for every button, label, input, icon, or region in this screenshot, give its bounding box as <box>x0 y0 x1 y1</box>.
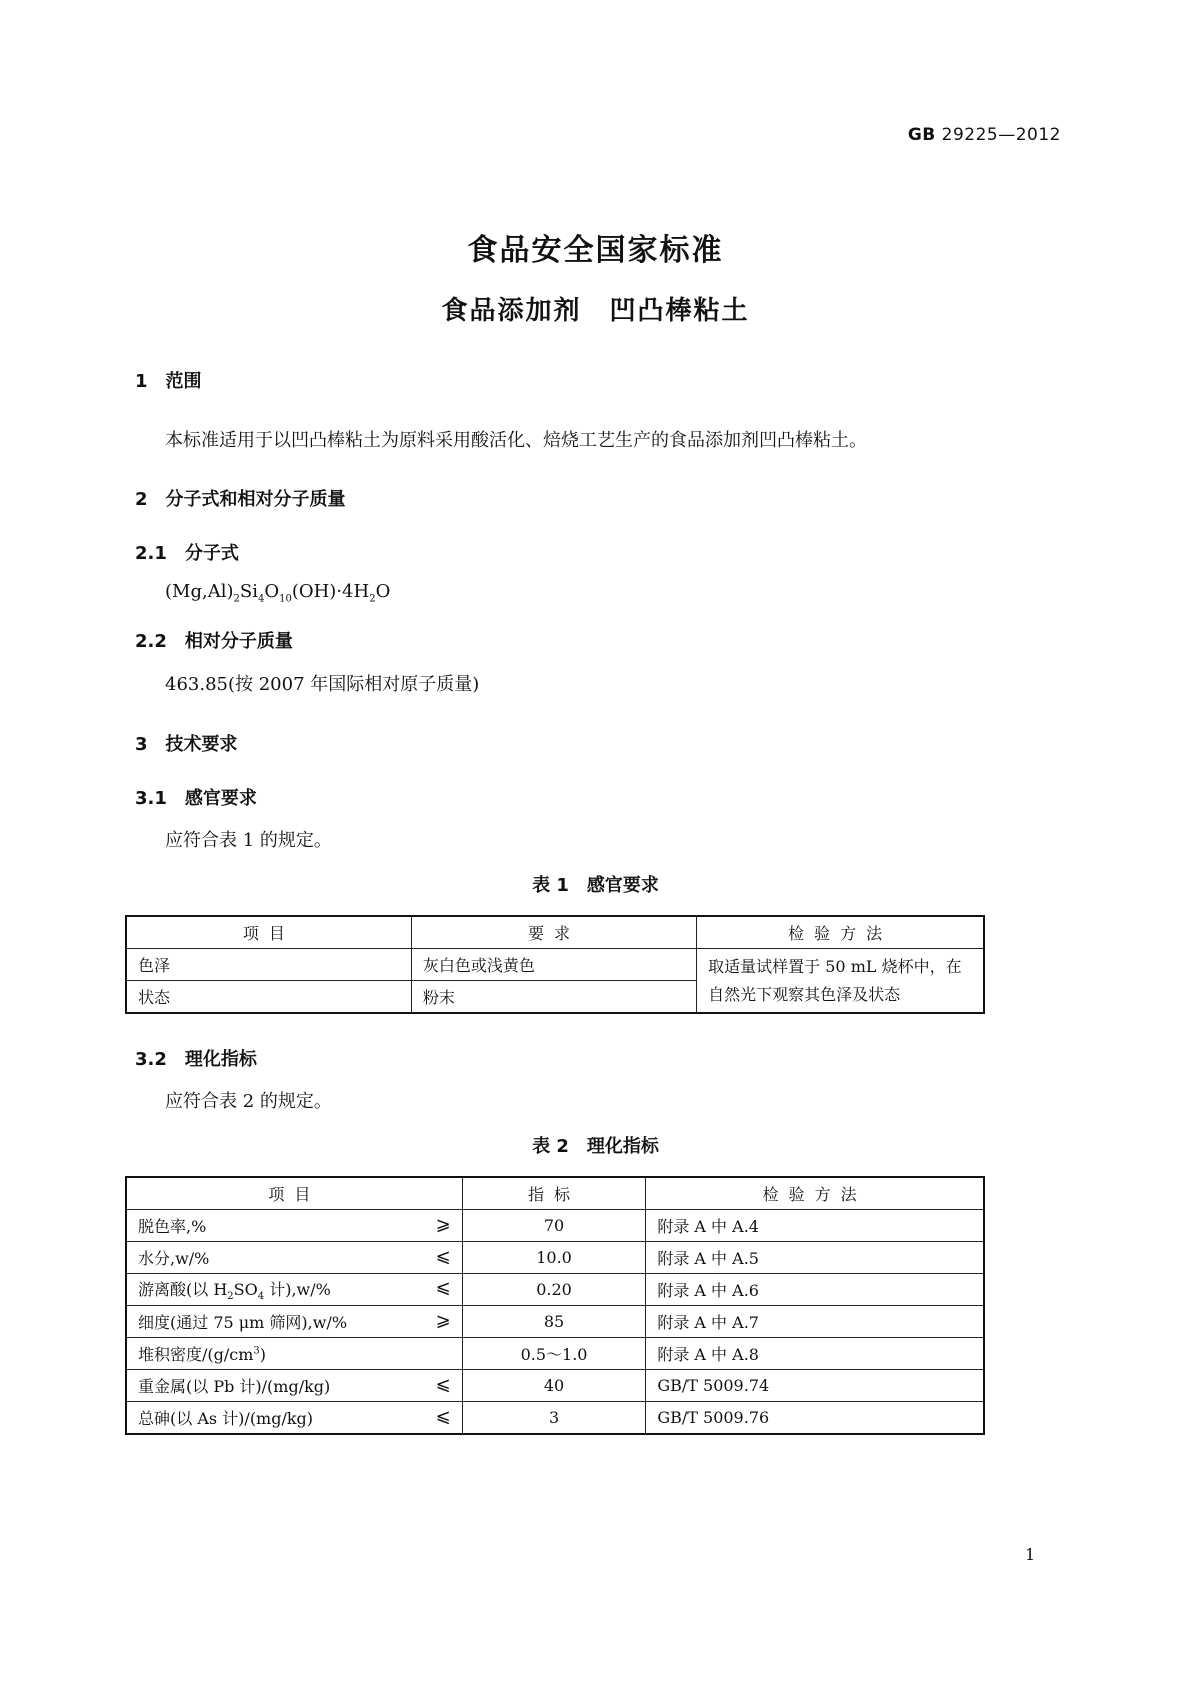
table-row <box>126 1274 984 1306</box>
section-3-2-text: 应符合表 2 的规定。 <box>165 1091 332 1112</box>
table-2-caption: 表 2 理化指标 <box>532 1136 659 1157</box>
table-cell: 脱色率,% ⩾ <box>126 1210 462 1242</box>
table-row <box>126 1242 984 1274</box>
comparison-operator: ⩽ <box>435 1246 451 1267</box>
table-header: 指标 <box>462 1177 646 1210</box>
molecular-formula: $(Mg,Al)_2Si_4O_{10}(OH)\cdot 4H_2O$ <box>165 581 391 605</box>
table-cell: GB/T 5009.74 <box>646 1370 984 1402</box>
comparison-operator: ⩾ <box>435 1310 451 1331</box>
table-row <box>126 1306 984 1338</box>
table-2 <box>125 1176 985 1435</box>
table-1-caption: 表 1 感官要求 <box>532 875 659 896</box>
table-cell: 附录 A 中 A.8 <box>646 1338 984 1370</box>
document-title: 食品安全国家标准 <box>467 233 724 268</box>
table-cell: 40 <box>462 1370 646 1402</box>
table-cell: 总砷(以 As 计)/(mg/kg) ⩽ <box>126 1402 462 1435</box>
table-cell: 重金属(以 Pb 计)/(mg/kg) ⩽ <box>126 1370 462 1402</box>
table-header-row <box>126 916 984 949</box>
section-2-heading: 2 分子式和相对分子质量 <box>135 489 346 510</box>
table-cell: GB/T 5009.76 <box>646 1402 984 1435</box>
table-row <box>126 1338 984 1370</box>
table-header: 项目 <box>126 916 411 949</box>
table-cell: 85 <box>462 1306 646 1338</box>
table-row <box>126 1370 984 1402</box>
table-cell: 附录 A 中 A.4 <box>646 1210 984 1242</box>
section-1-text: 本标准适用于以凹凸棒粘土为原料采用酸活化、焙烧工艺生产的食品添加剂凹凸棒粘土。 <box>165 430 867 451</box>
table-header: 要求 <box>411 916 696 949</box>
standard-prefix: GB <box>907 125 936 145</box>
page-number: 1 <box>1025 1545 1036 1564</box>
table-cell: 10.0 <box>462 1242 646 1274</box>
standard-number: 29225—2012 <box>941 125 1061 145</box>
table-header: 项目 <box>126 1177 462 1210</box>
table-1 <box>125 915 985 1014</box>
table-header-row <box>126 1177 984 1210</box>
document-subtitle: 食品添加剂 凹凸棒粘土 <box>441 296 750 326</box>
section-3-1-text: 应符合表 1 的规定。 <box>165 830 332 851</box>
molecular-weight: 463.85(按 2007 年国际相对原子质量) <box>165 674 480 695</box>
table-cell: 堆积密度$/(g/cm^3)$ <box>126 1338 462 1370</box>
comparison-operator: ⩾ <box>435 1214 451 1235</box>
section-2-1-heading: 2.1 分子式 <box>135 543 239 564</box>
section-1-heading: 1 范围 <box>135 371 202 392</box>
table-cell: 附录 A 中 A.7 <box>646 1306 984 1338</box>
table-cell: 水分,w/% ⩽ <box>126 1242 462 1274</box>
comparison-operator: ⩽ <box>435 1276 451 1298</box>
comparison-operator: ⩽ <box>435 1374 451 1395</box>
table-cell: 3 <box>462 1402 646 1435</box>
section-2-2-heading: 2.2 相对分子质量 <box>135 631 293 652</box>
section-3-1-heading: 3.1 感官要求 <box>135 788 257 809</box>
standard-code <box>908 125 1061 145</box>
table-cell: 细度(通过 75 μm 筛网),w/% ⩾ <box>126 1306 462 1338</box>
table-cell: 0.5～1.0 <box>462 1338 646 1370</box>
comparison-operator: ⩽ <box>435 1406 451 1427</box>
table-cell: 灰白色或浅黄色 <box>411 949 696 981</box>
table-cell: 0.20 <box>462 1274 646 1306</box>
table-cell: 色泽 <box>126 949 411 981</box>
table-row <box>126 1402 984 1435</box>
table-cell: 状态 <box>126 981 411 1014</box>
table-cell: 粉末 <box>411 981 696 1014</box>
table-cell: 70 <box>462 1210 646 1242</box>
table-row <box>126 1210 984 1242</box>
table-row <box>126 949 984 981</box>
table-header: 检验方法 <box>646 1177 984 1210</box>
table-cell-method: 取适量试样置于 50 mL 烧杯中，在自然光下观察其色泽及状态 <box>697 949 984 1014</box>
table-cell: 附录 A 中 A.6 <box>646 1274 984 1306</box>
section-3-2-heading: 3.2 理化指标 <box>135 1049 257 1070</box>
table-header: 检验方法 <box>697 916 984 949</box>
section-3-heading: 3 技术要求 <box>135 734 238 755</box>
table-cell: 附录 A 中 A.5 <box>646 1242 984 1274</box>
table-cell: 游离酸(以 $H_2SO_4$ 计),w/% ⩽ <box>126 1274 462 1306</box>
